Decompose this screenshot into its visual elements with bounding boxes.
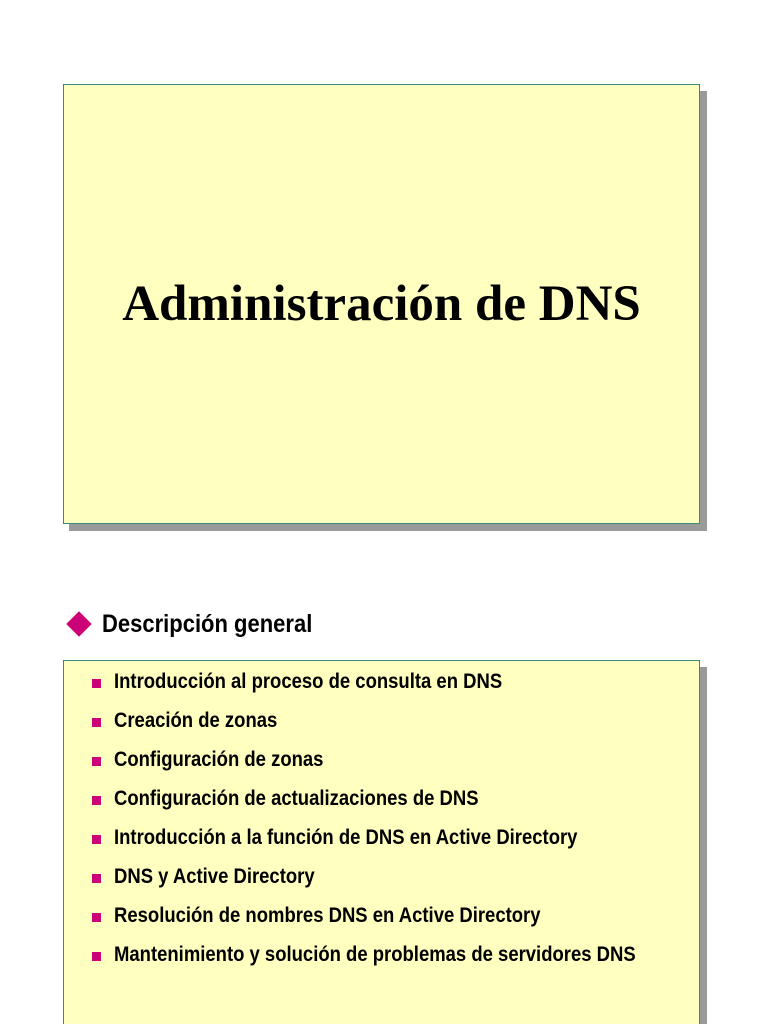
list-item-label: Configuración de zonas xyxy=(114,748,324,771)
square-bullet-icon xyxy=(92,874,101,883)
topic-list xyxy=(92,667,692,979)
list-item-label: Configuración de actualizaciones de DNS xyxy=(114,787,479,810)
list-item-label: Mantenimiento y solución de problemas de servidores DNS xyxy=(114,943,636,966)
list-item xyxy=(92,706,692,736)
list-item xyxy=(92,823,692,853)
list-item xyxy=(92,901,692,931)
square-bullet-icon xyxy=(92,679,101,688)
square-bullet-icon xyxy=(92,913,101,922)
list-item-label: Resolución de nombres DNS en Active Directory xyxy=(114,904,541,927)
square-bullet-icon xyxy=(92,952,101,961)
list-item xyxy=(92,784,692,814)
square-bullet-icon xyxy=(92,757,101,766)
list-item-label: Creación de zonas xyxy=(114,709,278,732)
square-bullet-icon xyxy=(92,718,101,727)
square-bullet-icon xyxy=(92,796,101,805)
list-item xyxy=(92,745,692,775)
overview-heading-text: Descripción general xyxy=(102,609,313,638)
list-item xyxy=(92,940,692,970)
list-item xyxy=(92,667,692,697)
list-item-label: DNS y Active Directory xyxy=(114,865,315,888)
overview-slide xyxy=(63,660,700,1024)
title-slide xyxy=(63,84,700,524)
slide-title: Administración de DNS xyxy=(122,276,641,332)
square-bullet-icon xyxy=(92,835,101,844)
list-item-label: Introducción a la función de DNS en Active Directory xyxy=(114,826,578,849)
list-item-label: Introducción al proceso de consulta en DNS xyxy=(114,670,503,693)
diamond-icon xyxy=(66,611,91,636)
overview-heading xyxy=(66,604,341,644)
list-item xyxy=(92,862,692,892)
